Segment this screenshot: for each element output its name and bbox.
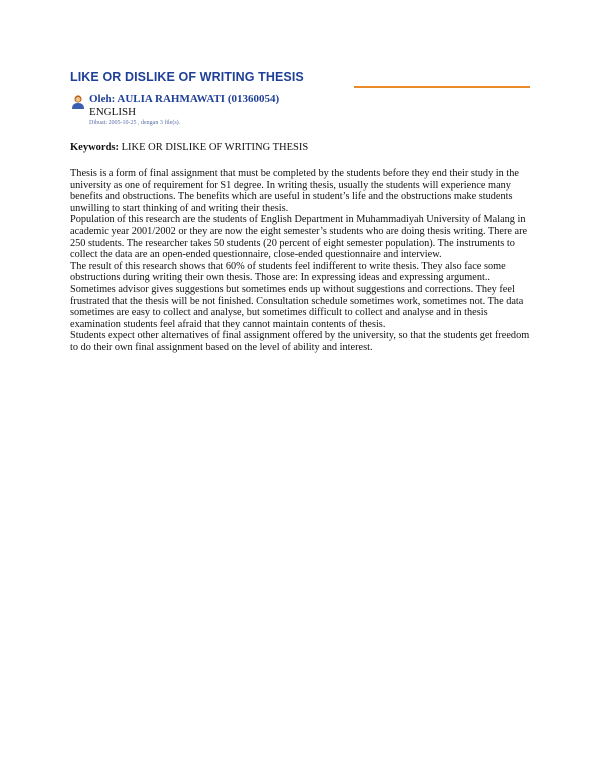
user-avatar-icon [70,94,86,110]
author-name: Oleh: AULIA RAHMAWATI (01360054) [89,93,280,105]
accent-divider [354,86,530,88]
abstract-paragraph: Students expect other alternatives of final assignment offered by the university, so that the students get freedom to do their own final assignment based on the level of ability and interest. [70,330,530,353]
abstract-body [70,168,532,354]
document-title: LIKE OR DISLIKE OF WRITING THESIS [70,70,304,84]
created-info: Dibuat: 2005-10-25 , dengan 3 file(s). [89,120,181,126]
department: ENGLISH [89,106,137,118]
keywords-value: LIKE OR DISLIKE OF WRITING THESIS [121,142,309,153]
abstract-paragraph: The result of this research shows that 60% of students feel indifferent to write thesis. They also face some obstructions during writing their own thesis. Those are: In expressing ideas and expressing argument.. Sometimes advisor gives suggestions but sometimes ends up without suggestions and corrections. They feel frustrated that the thesis will be not finished. Consultation schedule sometimes work, sometimes not. The data sometimes are easy to collect and analyse, but sometimes difficult to collect and analyse and in thesis examination students feel afraid that they cannot maintain contents of thesis. [70,260,524,330]
abstract-paragraph: Thesis is a form of final assignment that must be completed by the students before they end their study in the university as one of requirement for S1 degree. In writing thesis, usually the students will experience many benefits and obstructions. The benefits which are useful in student’s life and the obstructions make students unwilling to start thinking of and writing their thesis. [70,168,519,214]
keywords-label: Keywords: [70,142,119,153]
keywords-line [70,142,308,153]
abstract-paragraph: Population of this research are the students of English Department in Muhammadiyah University of Malang in academic year 2001/2002 or they are now the eight semester’s students who are doing thesis writing. There are 250 students. The researcher takes 50 students (20 percent of eight semester population). The instruments to collect the data are an open-ended questionnaire, close-ended questionnaire and interview. [70,214,528,261]
